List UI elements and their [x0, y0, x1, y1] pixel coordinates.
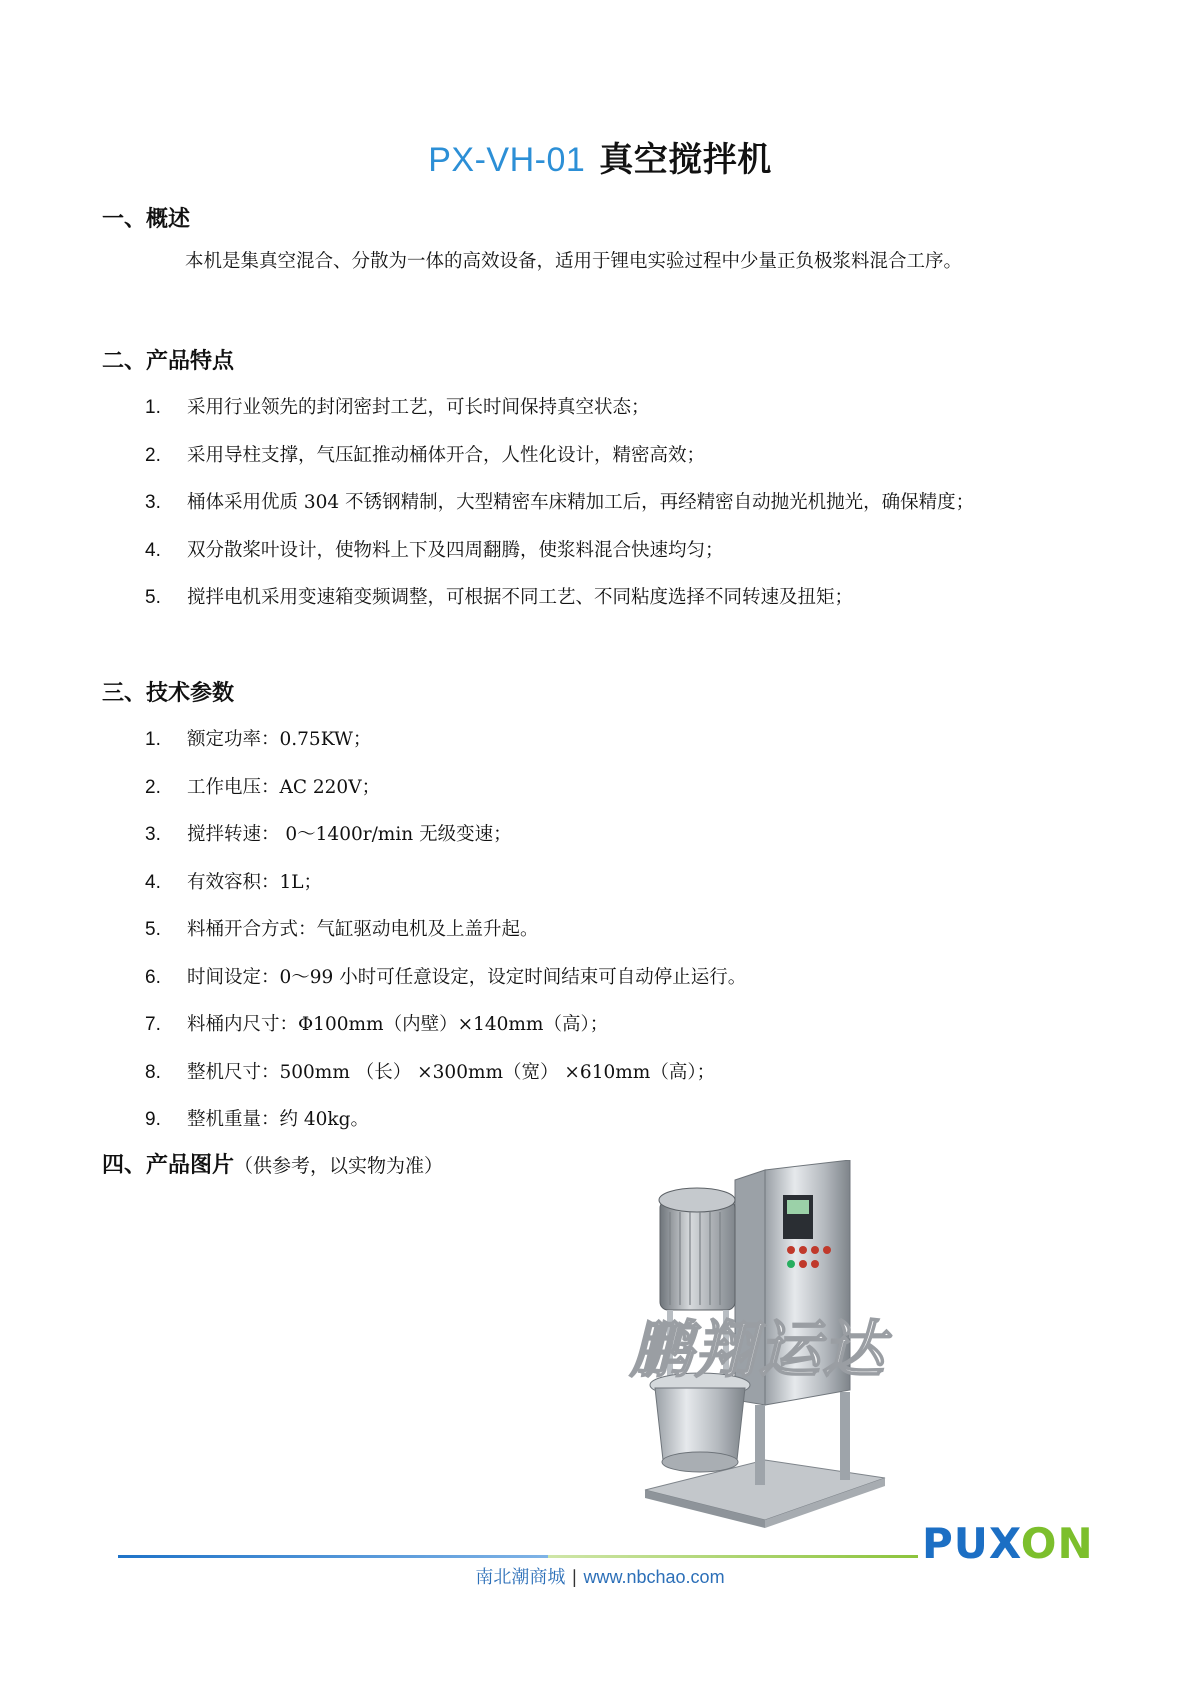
overview-text: 本机是集真空混合、分散为一体的高效设备，适用于锂电实验过程中少量正负极浆料混合工序。: [185, 251, 963, 272]
document-title: [0, 138, 1200, 182]
overview-heading: 一、概述: [102, 206, 191, 232]
puxon-logo: PUXON: [922, 1519, 1094, 1568]
specs-heading: 三、技术参数: [102, 680, 235, 706]
footer-separator: |: [571, 1567, 578, 1588]
title-product-name: 真空搅拌机: [599, 140, 772, 180]
photo-note: （供参考，以实物为准）: [234, 1155, 444, 1177]
features-heading: 二、产品特点: [102, 348, 235, 374]
photo-heading: 四、产品图片（供参考，以实物为准）: [102, 1152, 444, 1178]
footer-text: [0, 1563, 1200, 1589]
footer-url-link[interactable]: www.nbchao.com: [583, 1567, 725, 1587]
footer-divider-green: [548, 1555, 918, 1558]
footer-site-name: 南北潮商城: [475, 1567, 566, 1588]
photo-watermark: 鹏翔运达: [630, 1313, 887, 1386]
title-model: PX-VH-01: [428, 141, 586, 179]
footer-divider-blue: [118, 1555, 548, 1558]
